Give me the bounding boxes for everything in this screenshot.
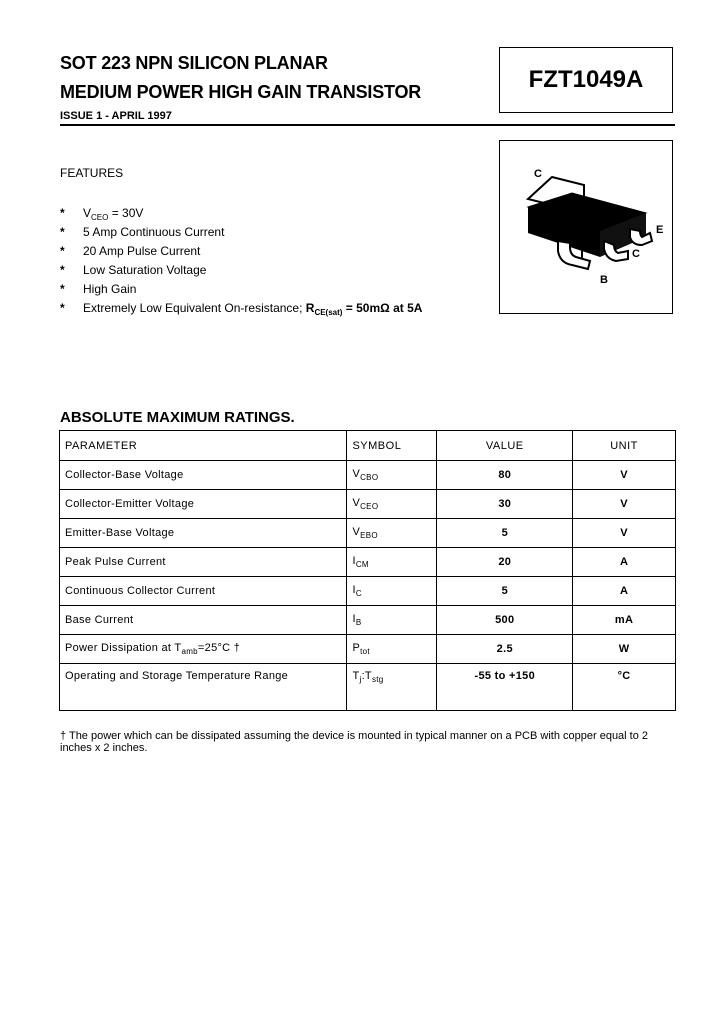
cell-unit: A: [573, 548, 676, 577]
cell-parameter: Collector-Base Voltage: [60, 461, 347, 490]
title-line-2: MEDIUM POWER HIGH GAIN TRANSISTOR: [60, 82, 422, 102]
feature-item: * $V_{CEO} = 30V$: [60, 206, 144, 222]
cell-symbol: $V_{CEO}$: [347, 490, 437, 519]
cell-unit: V: [573, 490, 676, 519]
table-row: [60, 577, 676, 606]
cell-unit: °C: [573, 664, 676, 711]
cell-parameter: Peak Pulse Current: [60, 548, 347, 577]
bullet: *: [60, 301, 65, 315]
pin-label-c: C: [632, 248, 640, 260]
footnote: † The power which can be dissipated assuming the device is mounted in typical manner on a PCB with copper equal to 2 inches x 2 inches.: [60, 730, 649, 754]
cell-parameter: Collector-Emitter Voltage: [60, 490, 347, 519]
package-drawing: [499, 140, 673, 314]
cell-value: 30: [437, 490, 573, 519]
header-value: VALUE: [437, 431, 573, 461]
ratings-table: [59, 430, 676, 711]
cell-parameter: Continuous Collector Current: [60, 577, 347, 606]
cell-value: 5: [437, 577, 573, 606]
header-parameter: PARAMETER: [60, 431, 347, 461]
table-row: [60, 519, 676, 548]
ratings-heading: ABSOLUTE MAXIMUM RATINGS.: [60, 409, 295, 426]
feature-item: * High Gain: [60, 280, 422, 299]
cell-symbol: $P_{tot}$: [347, 635, 437, 664]
cell-symbol: $T_j:T_{stg}$: [347, 664, 437, 711]
table-row: [60, 606, 676, 635]
cell-value: 20: [437, 548, 573, 577]
feature-item: * Extremely Low Equivalent On-resistance; $R_{CE(sat)} = 50m\Omega$ at 5A: [60, 301, 423, 317]
cell-value: 5: [437, 519, 573, 548]
bullet: *: [60, 263, 65, 277]
pin-label-e: E: [656, 224, 664, 236]
bullet: *: [60, 282, 65, 296]
cell-unit: A: [573, 577, 676, 606]
cell-unit: V: [573, 461, 676, 490]
feature-item: * Low Saturation Voltage: [60, 261, 422, 280]
cell-value: -55 to +150: [437, 664, 573, 711]
cell-symbol: $I_{CM}$: [347, 548, 437, 577]
table-row: [60, 664, 676, 711]
cell-value: 500: [437, 606, 573, 635]
part-number: FZT1049A: [528, 66, 644, 93]
cell-unit: W: [573, 635, 676, 664]
sot223-package-icon: [500, 141, 674, 315]
cell-parameter: Power Dissipation at $T_{amb}=25^\circ C$ †: [60, 635, 347, 664]
table-row: [60, 635, 676, 664]
bullet: *: [60, 225, 65, 239]
features-list: [60, 204, 422, 318]
cell-unit: V: [573, 519, 676, 548]
cell-value: 80: [437, 461, 573, 490]
header-divider: [60, 124, 675, 126]
bullet: *: [60, 206, 65, 220]
cell-symbol: $I_B$: [347, 606, 437, 635]
table-row: [60, 548, 676, 577]
title-line-1: SOT 223 NPN SILICON PLANAR: [60, 53, 328, 73]
bullet: *: [60, 244, 65, 258]
feature-item: * 5 Amp Continuous Current: [60, 223, 422, 242]
part-number-box: [499, 47, 673, 113]
cell-value: 2.5: [437, 635, 573, 664]
table-row: [60, 461, 676, 490]
cell-parameter: Base Current: [60, 606, 347, 635]
table-header-row: [60, 431, 676, 461]
cell-parameter: Operating and Storage Temperature Range: [60, 664, 347, 711]
table-row: [60, 490, 676, 519]
cell-symbol: $V_{EBO}$: [347, 519, 437, 548]
pin-label-c-top: C: [534, 168, 542, 180]
header-symbol: SYMBOL: [347, 431, 437, 461]
cell-parameter: Emitter-Base Voltage: [60, 519, 347, 548]
pin-label-b: B: [600, 274, 608, 286]
cell-symbol: $V_{CBO}$: [347, 461, 437, 490]
issue-date: ISSUE 1 - APRIL 1997: [60, 110, 172, 122]
features-heading: FEATURES: [60, 166, 124, 180]
cell-symbol: $I_C$: [347, 577, 437, 606]
feature-item: * 20 Amp Pulse Current: [60, 242, 422, 261]
cell-unit: mA: [573, 606, 676, 635]
header-unit: UNIT: [573, 431, 676, 461]
